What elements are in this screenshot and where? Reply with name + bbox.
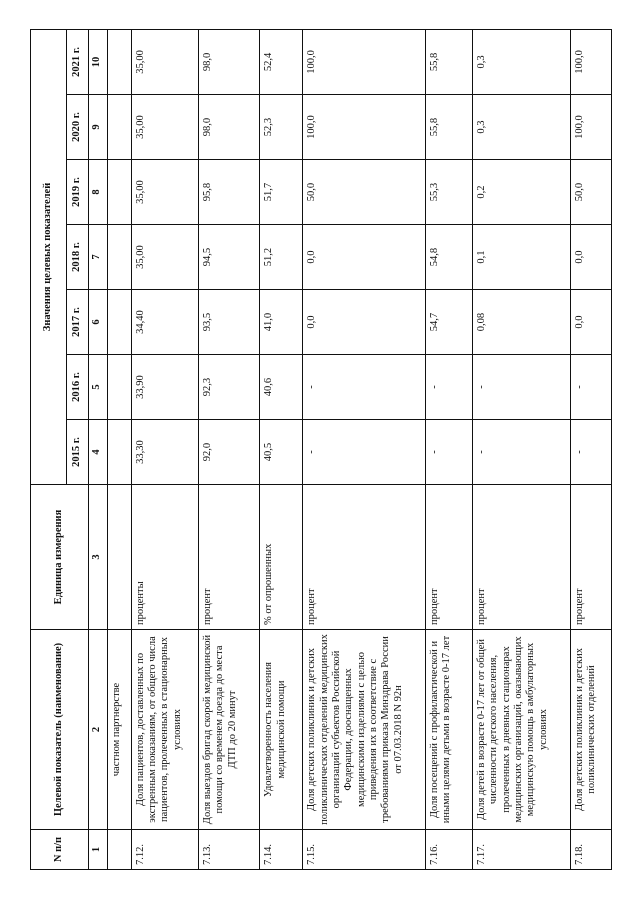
table-row [198,29,259,869]
value-cell: 100,0 [303,29,426,94]
value-cell: 0,1 [472,225,570,290]
value-cell: 51,2 [260,225,303,290]
value-cell: 0,3 [472,95,570,160]
value-cell: - [303,355,426,420]
header-num: N п/п [31,830,89,870]
value-cell: 55,8 [425,29,472,94]
value-cell: 40,6 [260,355,303,420]
value-cell: 0,3 [472,29,570,94]
continuation-text: частном партнерстве [108,630,132,830]
table-row [472,29,570,869]
index-cell: 1 [89,830,108,870]
indicator-name: Доля детских поликлиник и детских поликлинических отделений медицинских организаций субъектов Российской Федерации, дооснащенных медицинскими изделиями с целью приведения их в соответствие с требованиями приказа Минздрава России от 07.03.2018 N 92н [303,630,426,830]
index-cell: 7 [89,225,108,290]
value-cell: 35,00 [131,160,198,225]
value-cell: - [571,355,612,420]
unit-cell: % от опрошенных [260,485,303,630]
value-cell: - [303,420,426,485]
value-cell: 52,4 [260,29,303,94]
value-cell: 0,0 [303,225,426,290]
value-cell: 35,00 [131,225,198,290]
table-row [260,29,303,869]
unit-cell: процент [425,485,472,630]
value-cell: 55,8 [425,95,472,160]
value-cell: 0,0 [303,290,426,355]
row-number: 7.13. [198,830,259,870]
value-cell: 50,0 [303,160,426,225]
value-cell: 50,0 [571,160,612,225]
indicator-name: Доля посещений с профилактической и иными целями детьми в возрасте 0-17 лет [425,630,472,830]
indicator-name: Доля выездов бригад скорой медицинской помощи со временем доезда до места ДТП до 20 минут [198,630,259,830]
header-values-group: Значения целевых показателей [31,29,67,484]
unit-cell: процент [198,485,259,630]
value-cell: 41,0 [260,290,303,355]
value-cell: 0,2 [472,160,570,225]
value-cell: 100,0 [303,95,426,160]
header-year: 2016 г. [67,355,89,420]
value-cell: 92,0 [198,420,259,485]
value-cell: 35,00 [131,95,198,160]
row-number: 7.16. [425,830,472,870]
value-cell: 33,90 [131,355,198,420]
value-cell: 54,8 [425,225,472,290]
row-number: 7.14. [260,830,303,870]
target-indicators-table [30,29,612,870]
value-cell: 34,40 [131,290,198,355]
header-year: 2015 г. [67,420,89,485]
indicator-name: Доля детских поликлиник и детских поликлинических отделений [571,630,612,830]
row-number: 7.15. [303,830,426,870]
index-cell: 3 [89,485,108,630]
index-cell: 10 [89,29,108,94]
indicator-name: Доля детей в возрасте 0-17 лет от общей численности детского населения, пролеченных в дневных стационарах медицинских организаций, оказывающих медицинскую помощь в амбулаторных условиях [472,630,570,830]
value-cell: 55,3 [425,160,472,225]
value-cell: - [472,355,570,420]
index-cell: 9 [89,95,108,160]
value-cell: - [472,420,570,485]
table-row [131,29,198,869]
value-cell: 52,3 [260,95,303,160]
value-cell: 0,0 [571,225,612,290]
unit-cell: проценты [131,485,198,630]
value-cell: 98,0 [198,95,259,160]
value-cell: 94,5 [198,225,259,290]
value-cell: - [425,355,472,420]
value-cell: - [425,420,472,485]
table-row [571,29,612,869]
index-cell: 8 [89,160,108,225]
row-number: 7.12. [131,830,198,870]
header-year: 2020 г. [67,95,89,160]
index-cell: 2 [89,630,108,830]
value-cell: 93,5 [198,290,259,355]
value-cell: 35,00 [131,29,198,94]
index-cell: 4 [89,420,108,485]
row-number: 7.18. [571,830,612,870]
table-row [303,29,426,869]
index-cell: 5 [89,355,108,420]
value-cell: 100,0 [571,95,612,160]
value-cell: 0,0 [571,290,612,355]
header-year: 2018 г. [67,225,89,290]
indicator-name: Доля пациентов, доставленных по экстренным показаниям, от общего числа пациентов, пролеченных в стационарных условиях [131,630,198,830]
index-cell: 6 [89,290,108,355]
value-cell: 100,0 [571,29,612,94]
header-year: 2021 г. [67,29,89,94]
unit-cell: процент [303,485,426,630]
indicator-name: Удовлетворенность населения медицинской помощи [260,630,303,830]
value-cell: - [571,420,612,485]
header-unit: Единица измерения [31,485,89,630]
row-number: 7.17. [472,830,570,870]
header-name: Целевой показатель (наименование) [31,630,89,830]
continuation-row [108,29,132,869]
unit-cell: процент [472,485,570,630]
value-cell: 0,08 [472,290,570,355]
value-cell: 40,5 [260,420,303,485]
table-row [425,29,472,869]
value-cell: 92,3 [198,355,259,420]
value-cell: 51,7 [260,160,303,225]
value-cell: 98,0 [198,29,259,94]
value-cell: 33,30 [131,420,198,485]
value-cell: 95,8 [198,160,259,225]
unit-cell: процент [571,485,612,630]
header-year: 2017 г. [67,290,89,355]
header-year: 2019 г. [67,160,89,225]
value-cell: 54,7 [425,290,472,355]
